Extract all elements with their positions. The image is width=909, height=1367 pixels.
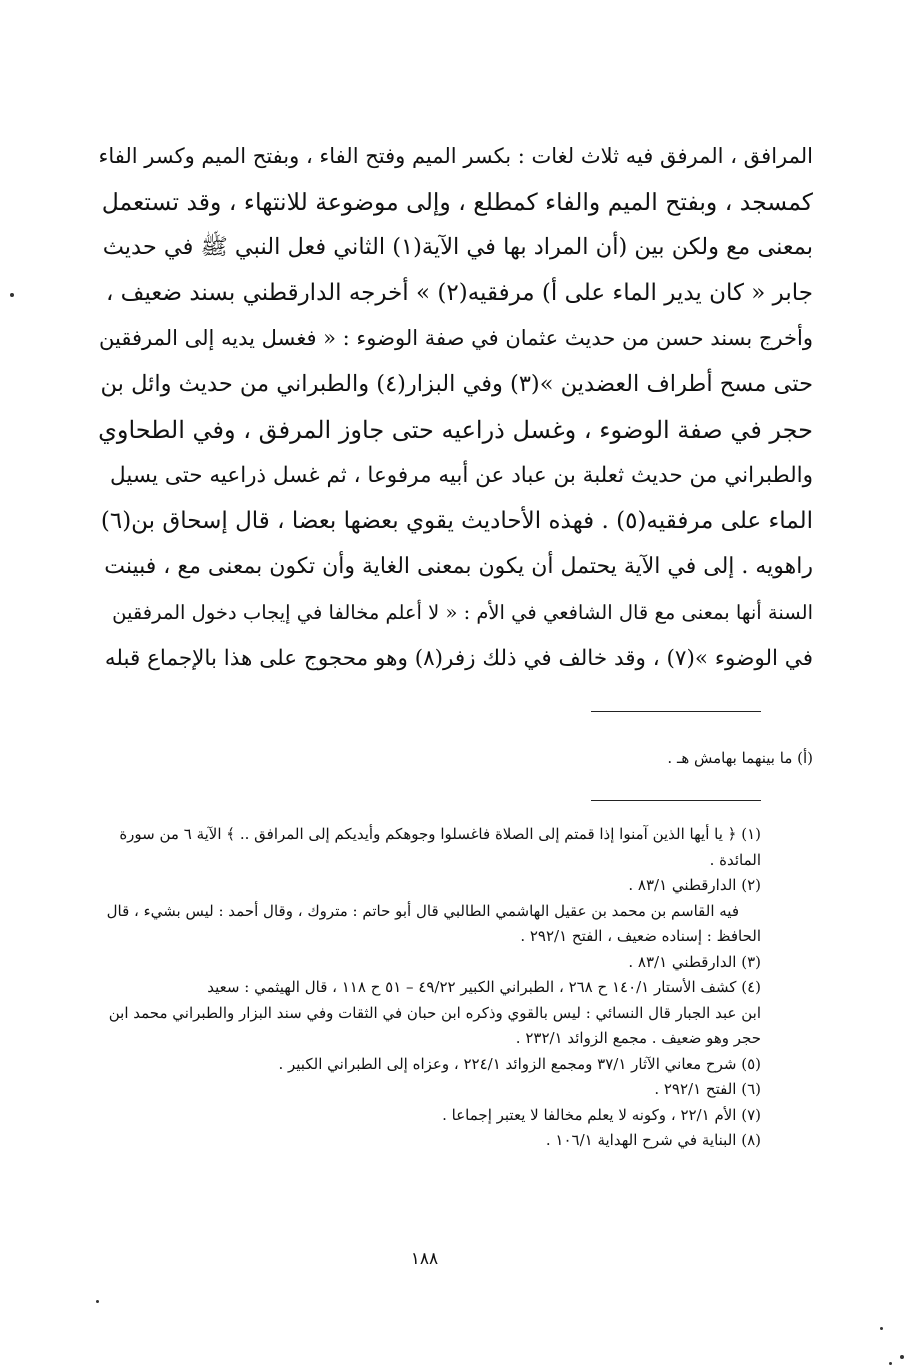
footnote-line: ابن عبد الجبار قال النسائي : ليس بالقوي وذكره ابن حبان في الثقات وفي سند البزار والطبراني محمد ابن [108,1003,761,1022]
footnote-line: (١) ﴿ يا أيها الذين آمنوا إذا قمتم إلى الصلاة فاغسلوا وجوهكم وأيديكم إلى المرافق .. ﴾ الآية ٦ من سورة [119,825,761,843]
footnote-line: (٥) شرح معاني الآثار ٣٧/١ ومجمع الزوائد ٢٢٤/١ ، وعزاه إلى الطبراني الكبير . [278,1054,761,1073]
main-text-line: حتى مسح أطراف العضدين »(٣) وفي البزار(٤) والطبراني من حديث وائل بن [100,370,813,397]
main-text-line: راهويه . إلى في الآية يحتمل أن يكون بمعنى الغاية وأن تكون بمعنى مع ، فبينت [104,554,813,580]
main-text-line: وأخرج بسند حسن من حديث عثمان في صفة الوضوء : « فغسل يديه إلى المرفقين [99,326,813,351]
margin-note-divider [591,711,761,712]
scan-speck [889,1362,892,1365]
main-text-line: جابر « كان يدير الماء على أ) مرفقيه(٢) » أخرجه الدارقطني بسند ضعيف ، [105,279,813,306]
footnote-line: حجر وهو ضعيف . مجمع الزوائد ٢٣٢/١ . [515,1029,761,1047]
main-text-line: بمعنى مع ولكن بين (أن المراد بها في الآية(١) الثاني فعل النبي ﷺ في حديث [102,234,813,261]
scan-speck [10,293,14,297]
main-text-line: والطبراني من حديث ثعلبة بن عباد عن أبيه مرفوعا ، ثم غسل ذراعيه حتى يسيل [110,463,813,489]
main-text-line: كمسجد ، وبفتح الميم والفاء كمطلع ، وإلى موضوعة للانتهاء ، وقد تستعمل [101,187,813,216]
scan-speck [900,1355,904,1359]
main-text-line: الماء على مرفقيه(٥) . فهذه الأحاديث يقوي بعضها بعضا ، قال إسحاق بن(٦) [100,507,813,534]
footnote-line: المائدة . [709,850,761,869]
scan-speck [880,1327,883,1330]
scan-speck [96,1300,99,1303]
footnote-line: (٣) الدارقطني ٨٣/١ . [628,952,761,971]
footnote-line: (٢) الدارقطني ٨٣/١ . [628,876,761,894]
footnote-line: فيه القاسم بن محمد بن عقيل الهاشمي الطالبي قال أبو حاتم : متروك ، وقال أحمد : ليس بشيء ، قال [106,901,739,920]
main-text-line: في الوضوء »(٧) ، وقد خالف في ذلك زفر(٨) وهو محجوج على هذا بالإجماع قبله [104,645,813,671]
footnote-line: (٨) البناية في شرح الهداية ١٠٦/١ . [545,1131,761,1149]
footnote-line: (٤) كشف الأستار ١٤٠/١ ح ٢٦٨ ، الطبراني الكبير ٤٩/٢٢ – ٥١ ح ١١٨ ، قال الهيثمي : سعيد [207,978,761,996]
footnotes-block [96,822,761,1154]
main-text-line: حجر في صفة الوضوء ، وغسل ذراعيه حتى جاوز المرفق ، وفي الطحاوي [98,415,813,444]
main-text-line: المرافق ، المرفق فيه ثلاث لغات : بكسر الميم وفتح الفاء ، وبفتح الميم وكسر الفاء [98,144,813,168]
footnote-line: الحافظ : إسناده ضعيف ، الفتح ٢٩٢/١ . [520,927,761,945]
footnote-line: (٧) الأم ٢٢/١ ، وكونه لا يعلم مخالفا لا يعتبر إجماعا . [442,1105,761,1124]
margin-note: (أ) ما بينهما بهامش هـ . [667,749,813,767]
main-text-line: السنة أنها بمعنى مع قال الشافعي في الأم : « لا أعلم مخالفا في إيجاب دخول المرفقين [112,600,813,624]
footnotes-divider [591,800,761,801]
page-number: ١٨٨ [410,1249,439,1269]
main-text-block [96,134,813,681]
footnote-line: (٦) الفتح ٢٩٢/١ . [654,1080,761,1098]
